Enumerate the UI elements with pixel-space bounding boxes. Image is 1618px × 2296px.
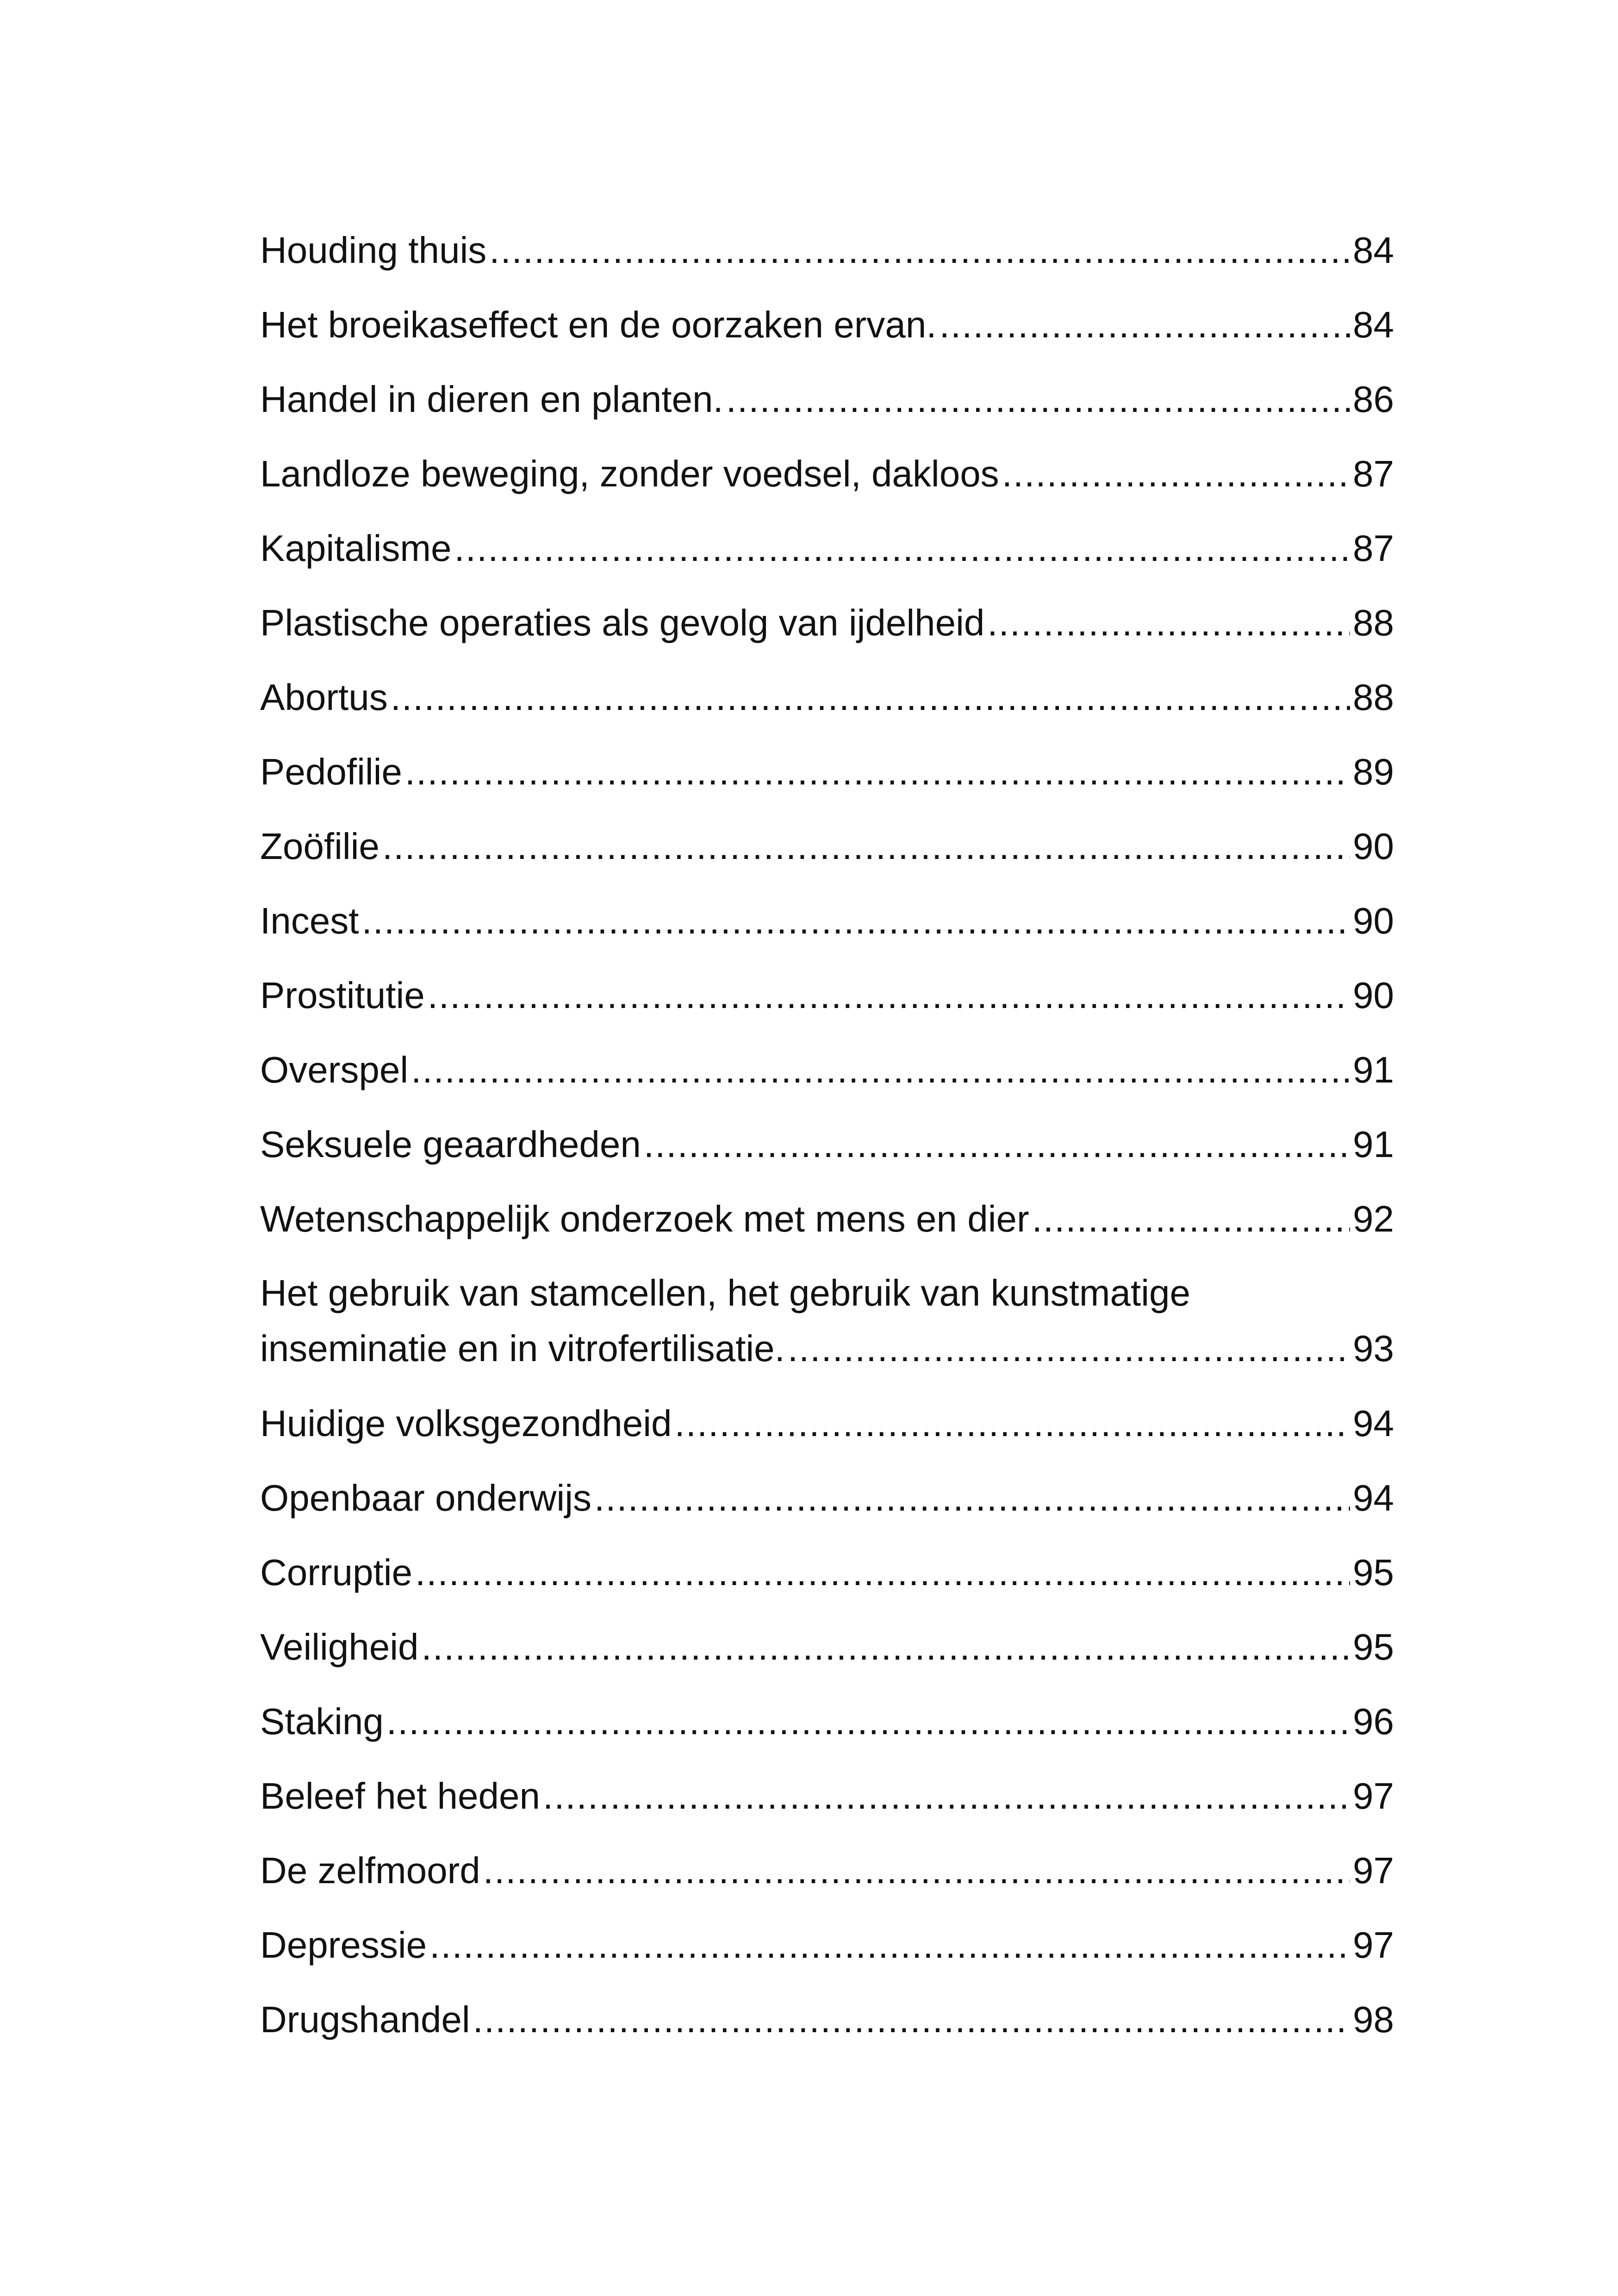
dot-leader (940, 287, 1350, 362)
toc-entry-title: Kapitalisme (260, 528, 452, 569)
toc-entry[interactable] (260, 213, 1394, 287)
toc-page-number: 88 (1353, 602, 1394, 643)
toc-entry[interactable] (260, 734, 1394, 809)
toc-entry[interactable] (260, 1182, 1394, 1256)
dot-leader (473, 1982, 1350, 2057)
toc-entry[interactable] (260, 1107, 1394, 1182)
toc-entry-title: Abortus (260, 677, 388, 718)
toc-entry-title: inseminatie en in vitrofertilisatie. (260, 1328, 785, 1369)
toc-entry[interactable] (260, 809, 1394, 884)
toc-entry[interactable] (260, 1982, 1394, 2057)
toc-entry[interactable] (260, 1684, 1394, 1759)
toc-entry-title: Depressie (260, 1924, 427, 1966)
toc-page-number: 95 (1353, 1552, 1394, 1593)
toc-page-number: 91 (1353, 1049, 1394, 1090)
dot-leader (1032, 1182, 1350, 1256)
toc-entry-title: Incest (260, 900, 359, 941)
toc-entry-title: Het broeikaseffect en de oorzaken ervan. (260, 304, 937, 345)
toc-page-number: 90 (1353, 826, 1394, 867)
toc-page-number: 98 (1353, 1999, 1394, 2040)
toc-page-number: 97 (1353, 1924, 1394, 1966)
toc-entry[interactable] (260, 511, 1394, 585)
toc-entry[interactable] (260, 958, 1394, 1033)
table-of-contents (260, 213, 1394, 2057)
toc-entry-title: Seksuele geaardheden (260, 1124, 641, 1165)
toc-entry-title: Zoöfilie (260, 826, 380, 867)
dot-leader (361, 884, 1350, 958)
toc-page-number: 95 (1353, 1626, 1394, 1668)
toc-entry-title: Pedofilie (260, 751, 402, 792)
dot-leader (422, 1610, 1350, 1684)
dot-leader (382, 809, 1350, 884)
toc-page-number: 97 (1353, 1775, 1394, 1817)
toc-entry[interactable] (260, 660, 1394, 734)
toc-entry[interactable] (260, 436, 1394, 511)
toc-entry-title: Wetenschappelijk onderzoek met mens en dier (260, 1198, 1029, 1239)
toc-entry[interactable] (260, 1833, 1394, 1908)
toc-entry[interactable] (260, 362, 1394, 436)
dot-leader (543, 1759, 1350, 1833)
dot-leader (675, 1386, 1350, 1461)
toc-page-number: 90 (1353, 900, 1394, 941)
toc-entry[interactable] (260, 1033, 1394, 1107)
toc-entry[interactable] (260, 1759, 1394, 1833)
toc-page-number: 87 (1353, 528, 1394, 569)
toc-page-number: 92 (1353, 1198, 1394, 1239)
toc-entry-title: Houding thuis (260, 230, 487, 271)
toc-entry[interactable] (260, 1908, 1394, 1982)
dot-leader (489, 213, 1350, 287)
toc-page-number: 94 (1353, 1403, 1394, 1444)
dot-leader (411, 1033, 1350, 1107)
toc-entry-title: Corruptie (260, 1552, 413, 1593)
toc-entry-title: Overspel (260, 1049, 409, 1090)
toc-entry-title: Plastische operaties als gevolg van ijdelheid (260, 602, 985, 643)
dot-leader (405, 734, 1350, 809)
toc-page-number: 88 (1353, 677, 1394, 718)
toc-entry[interactable] (260, 1610, 1394, 1684)
toc-entry-title-continuation (260, 1321, 1394, 1386)
toc-entry-title: De zelfmoord (260, 1850, 480, 1891)
toc-page-number: 89 (1353, 751, 1394, 792)
toc-entry[interactable] (260, 585, 1394, 660)
dot-leader (483, 1833, 1350, 1908)
toc-page-number: 84 (1353, 230, 1394, 271)
toc-page-number: 96 (1353, 1701, 1394, 1742)
toc-entry[interactable] (260, 1386, 1394, 1461)
toc-entry[interactable] (260, 884, 1394, 958)
toc-entry-title: Drugshandel (260, 1999, 470, 2040)
dot-leader (1002, 436, 1350, 511)
toc-entry-title: Beleef het heden (260, 1775, 540, 1817)
toc-page-number: 94 (1353, 1477, 1394, 1518)
toc-entry-title: Openbaar onderwijs (260, 1477, 591, 1518)
toc-entry[interactable] (260, 1461, 1394, 1535)
toc-page-number: 84 (1353, 304, 1394, 345)
toc-page-number: 91 (1353, 1124, 1394, 1165)
toc-page-number: 86 (1353, 379, 1394, 420)
toc-page-number: 93 (1353, 1328, 1394, 1369)
dot-leader (454, 511, 1350, 585)
dot-leader (386, 1684, 1350, 1759)
dot-leader (429, 1908, 1350, 1982)
dot-leader (788, 1321, 1350, 1376)
toc-entry-title: Veiligheid (260, 1626, 419, 1668)
dot-leader (594, 1461, 1350, 1535)
toc-entry-title: Huidige volksgezondheid (260, 1403, 672, 1444)
toc-page-number: 87 (1353, 453, 1394, 494)
toc-entry-title: Staking (260, 1701, 384, 1742)
toc-entry-title: Handel in dieren en planten. (260, 379, 723, 420)
dot-leader (726, 362, 1350, 436)
dot-leader (428, 958, 1350, 1033)
toc-entry[interactable] (260, 287, 1394, 362)
toc-page-number: 97 (1353, 1850, 1394, 1891)
toc-page-number: 90 (1353, 975, 1394, 1016)
toc-entry[interactable] (260, 1265, 1394, 1386)
toc-entry-title: Het gebruik van stamcellen, het gebruik van kunstmatige (260, 1272, 1190, 1313)
dot-leader (644, 1107, 1350, 1182)
toc-entry-title: Landloze beweging, zonder voedsel, dakloos (260, 453, 999, 494)
toc-entry-title: Prostitutie (260, 975, 425, 1016)
toc-entry[interactable] (260, 1535, 1394, 1610)
dot-leader (987, 585, 1350, 660)
dot-leader (391, 660, 1350, 734)
dot-leader (415, 1535, 1350, 1610)
